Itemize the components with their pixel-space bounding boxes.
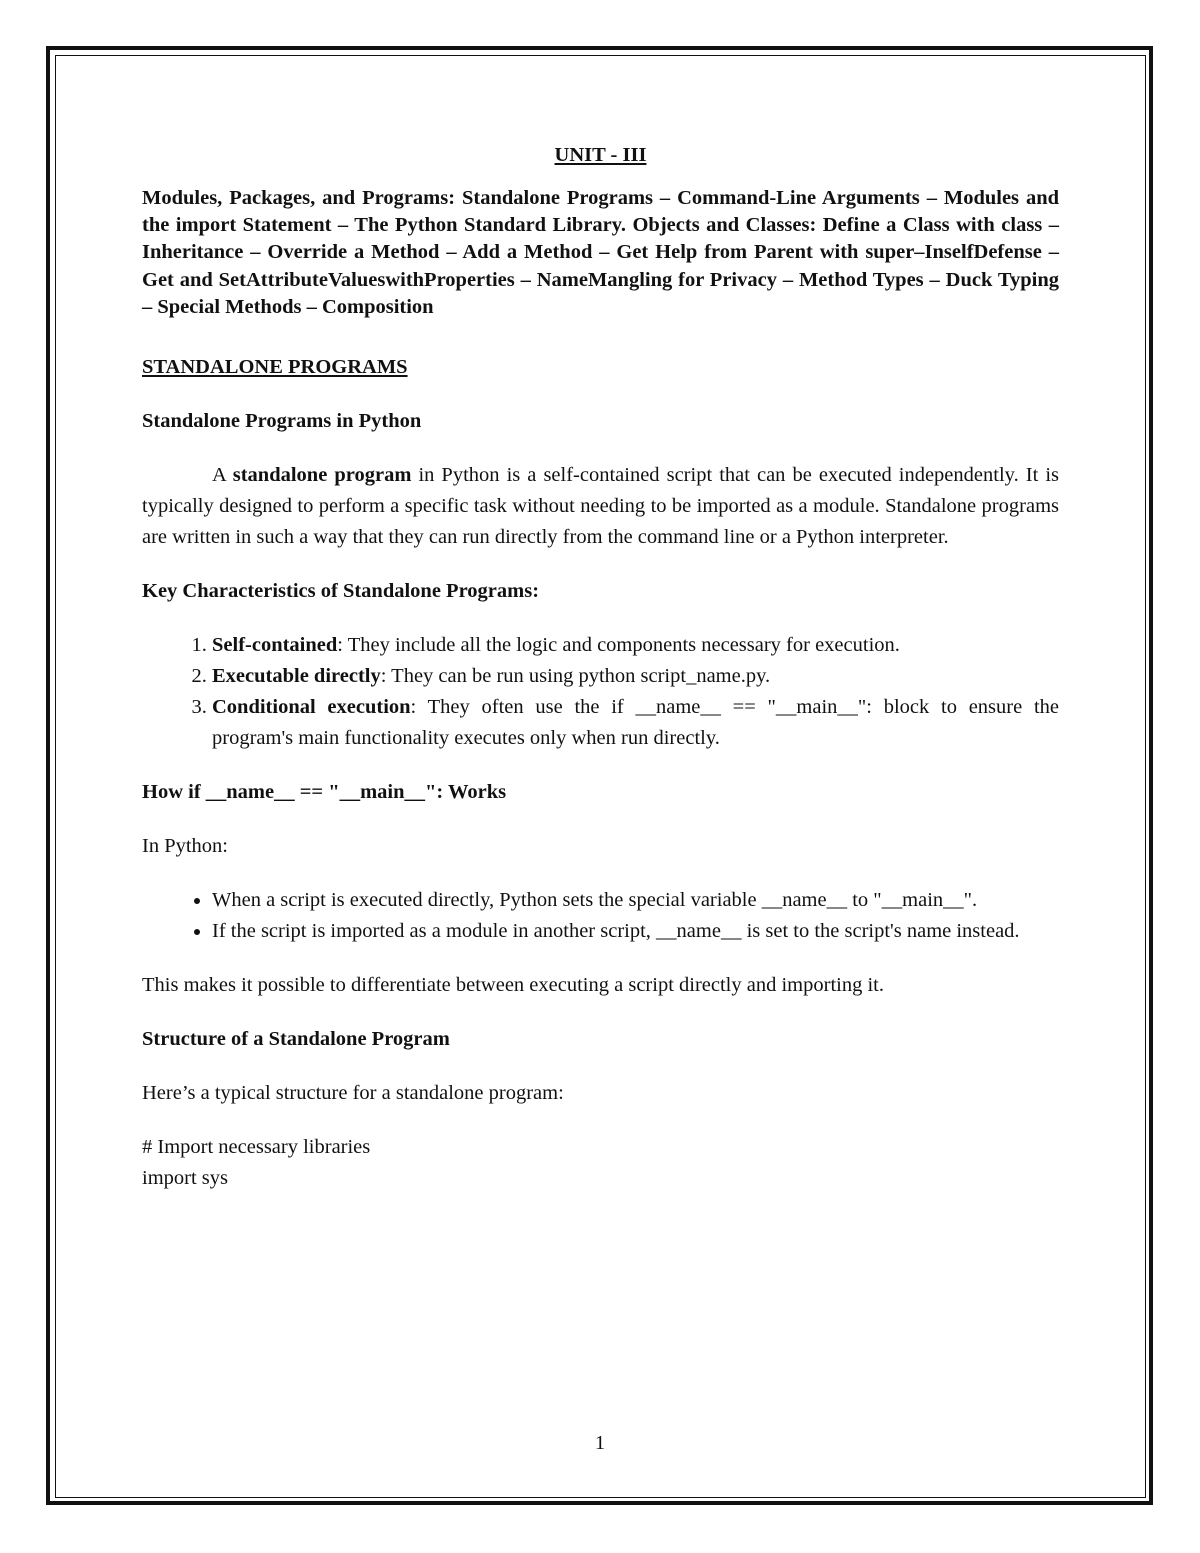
- unit-title: UNIT - III: [554, 144, 647, 166]
- list-item-term: Self-contained: [212, 634, 338, 657]
- list-item-term: Executable directly: [212, 665, 381, 688]
- list-item: [212, 661, 1059, 692]
- page-number: 1: [594, 1432, 606, 1454]
- how-works-heading: How if __name__ == "__main__": Works: [142, 781, 507, 804]
- structure-intro: Here’s a typical structure for a standalone program:: [142, 1082, 564, 1105]
- list-item-term: Conditional execution: [212, 696, 411, 719]
- section-title: STANDALONE PROGRAMS: [142, 356, 408, 379]
- code-line: # Import necessary libraries: [142, 1136, 371, 1159]
- list-item: [212, 630, 1059, 661]
- how-works-bullets: [142, 885, 1059, 947]
- how-works-conclusion: This makes it possible to differentiate between executing a script directly and importing it.: [142, 974, 884, 997]
- intro-text-rest: in Python is a self-contained script that can be executed independently. It is typically designed to perform a specific task without needing to be imported as a module. Standalone programs are written in such a way that they can run directly from the command line or a Python interpreter.: [142, 464, 1059, 549]
- characteristics-list: [142, 630, 1059, 754]
- how-works-intro: In Python:: [142, 835, 228, 858]
- list-item-desc: : They include all the logic and components necessary for execution.: [337, 634, 900, 657]
- list-item-desc: : They can be run using python script_name.py.: [380, 665, 771, 688]
- structure-heading: Structure of a Standalone Program: [142, 1028, 450, 1051]
- intro-paragraph: [142, 460, 1059, 553]
- syllabus-summary: Modules, Packages, and Programs: Standalone Programs – Command-Line Arguments – Modules and the import Statement – The Python Standard Library. Objects and Classes: Define a Class with class – Inheritance – Override a Method – Add a Method – Get Help from Parent with super–InselfDefense –Get and SetAttributeValueswithProperties – NameMangling for Privacy – Method Types – Duck Typing – Special Methods – Composition: [142, 187, 1059, 318]
- list-item: [212, 692, 1059, 754]
- bullet-item: • When a script is executed directly, Python sets the special variable __name__ to "__main__".: [212, 885, 1059, 916]
- intro-text-start: A: [212, 464, 233, 487]
- code-snippet: [142, 1132, 1059, 1194]
- bullet-item: • If the script is imported as a module in another script, __name__ is set to the script's name instead.: [212, 916, 1059, 947]
- characteristics-heading: Key Characteristics of Standalone Programs:: [142, 580, 540, 603]
- page-content: [142, 140, 1059, 1194]
- intro-bold-term: standalone program: [232, 464, 412, 487]
- intro-heading: Standalone Programs in Python: [142, 410, 422, 433]
- code-line: import sys: [142, 1167, 228, 1190]
- list-item-desc: : They often use the if __name__ == "__main__": block to ensure the program's main functionality executes only when run directly.: [212, 696, 1059, 750]
